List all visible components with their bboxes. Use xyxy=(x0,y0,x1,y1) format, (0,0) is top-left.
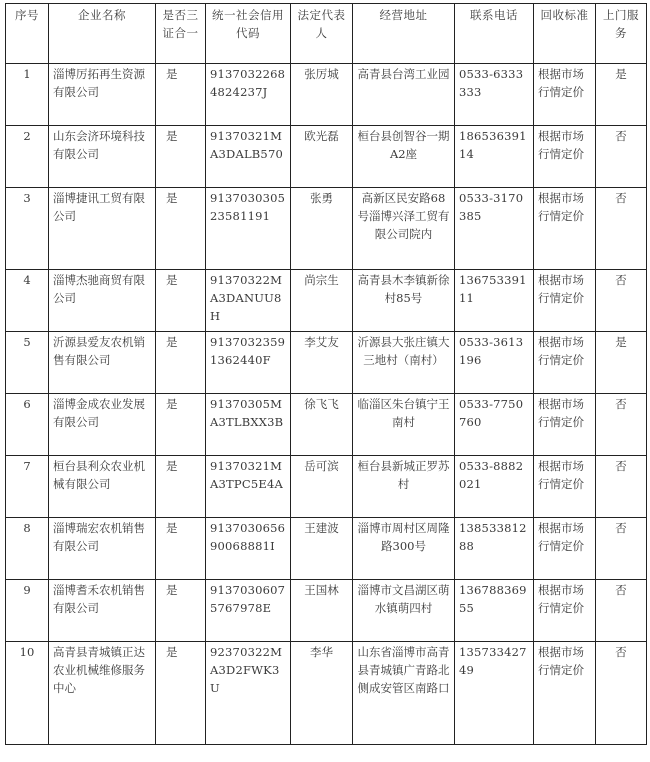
cell-standard: 根据市场行情定价 xyxy=(534,642,596,745)
cell-cert: 是 xyxy=(156,270,206,332)
cell-standard: 根据市场行情定价 xyxy=(534,270,596,332)
table-row xyxy=(6,518,647,580)
cell-standard: 根据市场行情定价 xyxy=(534,456,596,518)
cell-service: 否 xyxy=(596,270,647,332)
cell-seq: 6 xyxy=(6,394,49,456)
table-row xyxy=(6,332,647,394)
cell-standard: 根据市场行情定价 xyxy=(534,518,596,580)
cell-cert: 是 xyxy=(156,332,206,394)
cell-rep: 张厉城 xyxy=(291,64,353,126)
cell-standard: 根据市场行情定价 xyxy=(534,332,596,394)
cell-rep: 张勇 xyxy=(291,188,353,270)
cell-addr: 桓台县新城正罗苏村 xyxy=(353,456,455,518)
enterprise-table xyxy=(5,3,647,745)
cell-name: 淄博厉拓再生资源有限公司 xyxy=(49,64,156,126)
cell-service: 是 xyxy=(596,332,647,394)
header-code: 统一社会信用代码 xyxy=(206,4,291,64)
cell-phone: 13573342749 xyxy=(455,642,534,745)
cell-service: 否 xyxy=(596,642,647,745)
cell-rep: 李华 xyxy=(291,642,353,745)
table-row xyxy=(6,64,647,126)
table-header-row xyxy=(6,4,647,64)
cell-standard: 根据市场行情定价 xyxy=(534,188,596,270)
header-name: 企业名称 xyxy=(49,4,156,64)
cell-phone: 0533-3170385 xyxy=(455,188,534,270)
cell-name: 淄博杰驰商贸有限公司 xyxy=(49,270,156,332)
cell-name: 高青县青城镇正达农业机械维修服务中心 xyxy=(49,642,156,745)
cell-addr: 临淄区朱台镇宁王南村 xyxy=(353,394,455,456)
header-addr: 经营地址 xyxy=(353,4,455,64)
cell-addr: 淄博市文昌湖区萌水镇萌四村 xyxy=(353,580,455,642)
cell-cert: 是 xyxy=(156,188,206,270)
cell-code: 913703030523581191 xyxy=(206,188,291,270)
cell-phone: 0533-3613196 xyxy=(455,332,534,394)
cell-name: 淄博金成农业发展有限公司 xyxy=(49,394,156,456)
cell-standard: 根据市场行情定价 xyxy=(534,64,596,126)
cell-phone: 13853381288 xyxy=(455,518,534,580)
cell-standard: 根据市场行情定价 xyxy=(534,580,596,642)
cell-seq: 5 xyxy=(6,332,49,394)
cell-seq: 4 xyxy=(6,270,49,332)
cell-code: 92370322MA3D2FWK3U xyxy=(206,642,291,745)
header-phone: 联系电话 xyxy=(455,4,534,64)
table-row xyxy=(6,580,647,642)
header-seq: 序号 xyxy=(6,4,49,64)
cell-cert: 是 xyxy=(156,642,206,745)
cell-seq: 1 xyxy=(6,64,49,126)
table-row xyxy=(6,188,647,270)
cell-name: 沂源县爱友农机销售有限公司 xyxy=(49,332,156,394)
table-row xyxy=(6,456,647,518)
cell-rep: 岳可滨 xyxy=(291,456,353,518)
cell-cert: 是 xyxy=(156,394,206,456)
cell-name: 淄博捷讯工贸有限公司 xyxy=(49,188,156,270)
cell-phone: 13675339111 xyxy=(455,270,534,332)
cell-seq: 2 xyxy=(6,126,49,188)
cell-phone: 0533-7750760 xyxy=(455,394,534,456)
cell-rep: 王建波 xyxy=(291,518,353,580)
cell-addr: 高新区民安路68号淄博兴泽工贸有限公司院内 xyxy=(353,188,455,270)
cell-code: 91370323591362440F xyxy=(206,332,291,394)
cell-code: 91370306075767978E xyxy=(206,580,291,642)
cell-addr: 沂源县大张庄镇大三地村（南村） xyxy=(353,332,455,394)
cell-service: 否 xyxy=(596,126,647,188)
cell-standard: 根据市场行情定价 xyxy=(534,126,596,188)
table-row xyxy=(6,642,647,745)
cell-code: 91370322MA3DANUU8H xyxy=(206,270,291,332)
cell-service: 否 xyxy=(596,394,647,456)
cell-phone: 18653639114 xyxy=(455,126,534,188)
header-cert: 是否三证合一 xyxy=(156,4,206,64)
cell-service: 否 xyxy=(596,188,647,270)
cell-service: 否 xyxy=(596,456,647,518)
cell-code: 913703065690068881I xyxy=(206,518,291,580)
cell-seq: 9 xyxy=(6,580,49,642)
cell-rep: 王国林 xyxy=(291,580,353,642)
cell-code: 91370321MA3DALB570 xyxy=(206,126,291,188)
cell-rep: 欧光磊 xyxy=(291,126,353,188)
cell-rep: 李艾友 xyxy=(291,332,353,394)
cell-addr: 高青县台湾工业园 xyxy=(353,64,455,126)
cell-service: 是 xyxy=(596,64,647,126)
table-row xyxy=(6,270,647,332)
cell-phone: 13678836955 xyxy=(455,580,534,642)
cell-code: 91370321MA3TPC5E4A xyxy=(206,456,291,518)
cell-seq: 8 xyxy=(6,518,49,580)
cell-code: 91370305MA3TLBXX3B xyxy=(206,394,291,456)
cell-addr: 淄博市周村区周隆路300号 xyxy=(353,518,455,580)
cell-cert: 是 xyxy=(156,126,206,188)
cell-service: 否 xyxy=(596,580,647,642)
header-service: 上门服务 xyxy=(596,4,647,64)
cell-service: 否 xyxy=(596,518,647,580)
cell-cert: 是 xyxy=(156,518,206,580)
cell-name: 桓台县利众农业机械有限公司 xyxy=(49,456,156,518)
cell-code: 91370322684824237J xyxy=(206,64,291,126)
cell-addr: 高青县木李镇新徐村85号 xyxy=(353,270,455,332)
cell-seq: 3 xyxy=(6,188,49,270)
cell-addr: 桓台县创智谷一期A2座 xyxy=(353,126,455,188)
cell-rep: 徐飞飞 xyxy=(291,394,353,456)
cell-cert: 是 xyxy=(156,580,206,642)
cell-phone: 0533-6333333 xyxy=(455,64,534,126)
cell-seq: 10 xyxy=(6,642,49,745)
table-row xyxy=(6,394,647,456)
table-row xyxy=(6,126,647,188)
cell-name: 淄博耆禾农机销售有限公司 xyxy=(49,580,156,642)
cell-phone: 0533-8882021 xyxy=(455,456,534,518)
header-standard: 回收标准 xyxy=(534,4,596,64)
header-rep: 法定代表人 xyxy=(291,4,353,64)
cell-name: 淄博瑞宏农机销售有限公司 xyxy=(49,518,156,580)
cell-rep: 尚宗生 xyxy=(291,270,353,332)
cell-cert: 是 xyxy=(156,64,206,126)
cell-addr: 山东省淄博市高青县青城镇广青路北侧成安管区南路口 xyxy=(353,642,455,745)
cell-seq: 7 xyxy=(6,456,49,518)
cell-name: 山东会济环境科技有限公司 xyxy=(49,126,156,188)
cell-standard: 根据市场行情定价 xyxy=(534,394,596,456)
cell-cert: 是 xyxy=(156,456,206,518)
